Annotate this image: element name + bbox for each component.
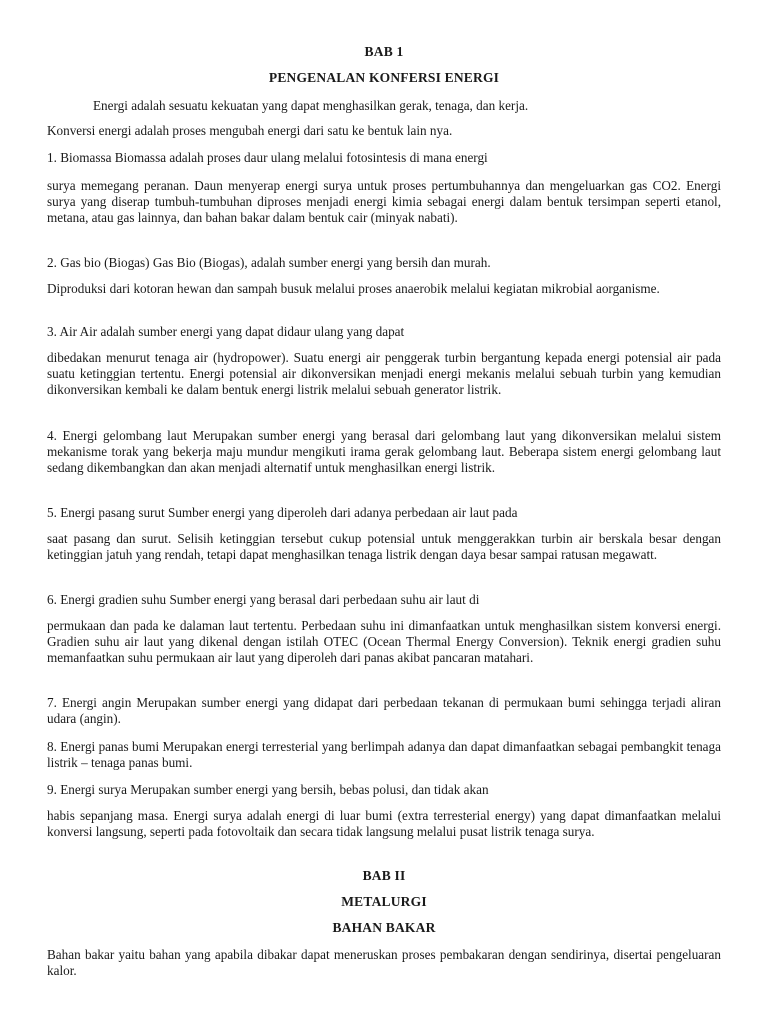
item-6-body: permukaan dan pada ke dalaman laut tertentu. Perbedaan suhu ini dimanfaatkan untuk menghasilkan sistem konversi energi. Gradien suhu air laut yang dikenal dengan istilah OTEC (Ocean Thermal Energy Conversion). Teknik energi gradien suhu memanfaatkan suhu permukaan air laut yang diperoleh dari panas akibat pancaran matahari. xyxy=(47,618,721,666)
chapter-2-number: BAB II xyxy=(362,868,406,883)
item-2-body: Diproduksi dari kotoran hewan dan sampah busuk melalui proses anaerobik melalui kegiatan mikrobial aorganisme. xyxy=(47,281,660,296)
item-7: 7. Energi angin Merupakan sumber energi yang didapat dari perbedaan tekanan di permukaan bumi sehingga terjadi aliran udara (angin). xyxy=(47,695,721,727)
item-5-body: saat pasang dan surut. Selisih ketinggian tersebut cukup potensial untuk menggerakkan turbin air berskala besar dengan ketinggian jatuh yang rendah, tetapi dapat menghasilkan tenaga listrik dengan daya besar sampai ratusan megawatt. xyxy=(47,531,721,563)
chapter-2-subtitle: BAHAN BAKAR xyxy=(332,920,436,935)
item-1-body: surya memegang peranan. Daun menyerap energi surya untuk proses pertumbuhannya dan mengeluarkan gas CO2. Energi surya yang diserap tumbuh-tumbuhan diproses menjadi energi kimia sebagai energi dalam bentuk tersimpan seperti etanol, metana, atau gas lainnya, dan bahan bakar dalam bentuk cair (minyak nabati). xyxy=(47,178,721,226)
item-2-heading: 2. Gas bio (Biogas) Gas Bio (Biogas), adalah sumber energi yang bersih dan murah. xyxy=(47,255,491,270)
item-3-heading: 3. Air Air adalah sumber energi yang dapat didaur ulang yang dapat xyxy=(47,324,405,339)
item-4: 4. Energi gelombang laut Merupakan sumber energi yang berasal dari gelombang laut yang dikonversikan melalui sistem mekanisme torak yang bekerja maju mundur mengikuti irama gerak gelombang laut. Beberapa sistem energi gelombang laut sedang dikembangkan dan akan menjadi alternatif untuk menghasilkan energi listrik. xyxy=(47,428,721,476)
paragraph-intro: Energi adalah sesuatu kekuatan yang dapat menghasilkan gerak, tenaga, dan kerja. xyxy=(93,98,529,113)
item-9-heading: 9. Energi surya Merupakan sumber energi yang bersih, bebas polusi, dan tidak akan xyxy=(47,782,489,797)
item-1-heading: 1. Biomassa Biomassa adalah proses daur ulang melalui fotosintesis di mana energi xyxy=(47,150,488,165)
chapter-1-title: PENGENALAN KONFERSI ENERGI xyxy=(268,70,500,85)
item-3-body: dibedakan menurut tenaga air (hydropower). Suatu energi air penggerak turbin bergantung kepada energi potensial air pada suatu ketinggian tertentu. Energi potensial air dikonversikan menjadi energi mekanis melalui sebuah turbin yang kemudian dikonversikan kembali ke dalam bentuk energi listrik melalui sebuah generator listrik. xyxy=(47,350,721,398)
paragraph-konversi: Konversi energi adalah proses mengubah energi dari satu ke bentuk lain nya. xyxy=(47,123,453,138)
chapter-2-title: METALURGI xyxy=(341,894,427,909)
item-6-heading: 6. Energi gradien suhu Sumber energi yang berasal dari perbedaan suhu air laut di xyxy=(47,592,480,607)
chapter-1-number: BAB 1 xyxy=(364,44,404,59)
item-9-body: habis sepanjang masa. Energi surya adalah energi di luar bumi (extra terresterial energy) yang dapat dimanfaatkan melalui konversi langsung, seperti pada fotovoltaik dan secara tidak langsung melalui pusat listrik tenaga surya. xyxy=(47,808,721,840)
item-8: 8. Energi panas bumi Merupakan energi terresterial yang berlimpah adanya dan dapat dimanfaatkan sebagai pembangkit tenaga listrik – tenaga panas bumi. xyxy=(47,739,721,771)
paragraph-bahan-bakar: Bahan bakar yaitu bahan yang apabila dibakar dapat meneruskan proses pembakaran dengan sendirinya, disertai pengeluaran kalor. xyxy=(47,947,721,979)
item-5-heading: 5. Energi pasang surut Sumber energi yang diperoleh dari adanya perbedaan air laut pada xyxy=(47,505,518,520)
